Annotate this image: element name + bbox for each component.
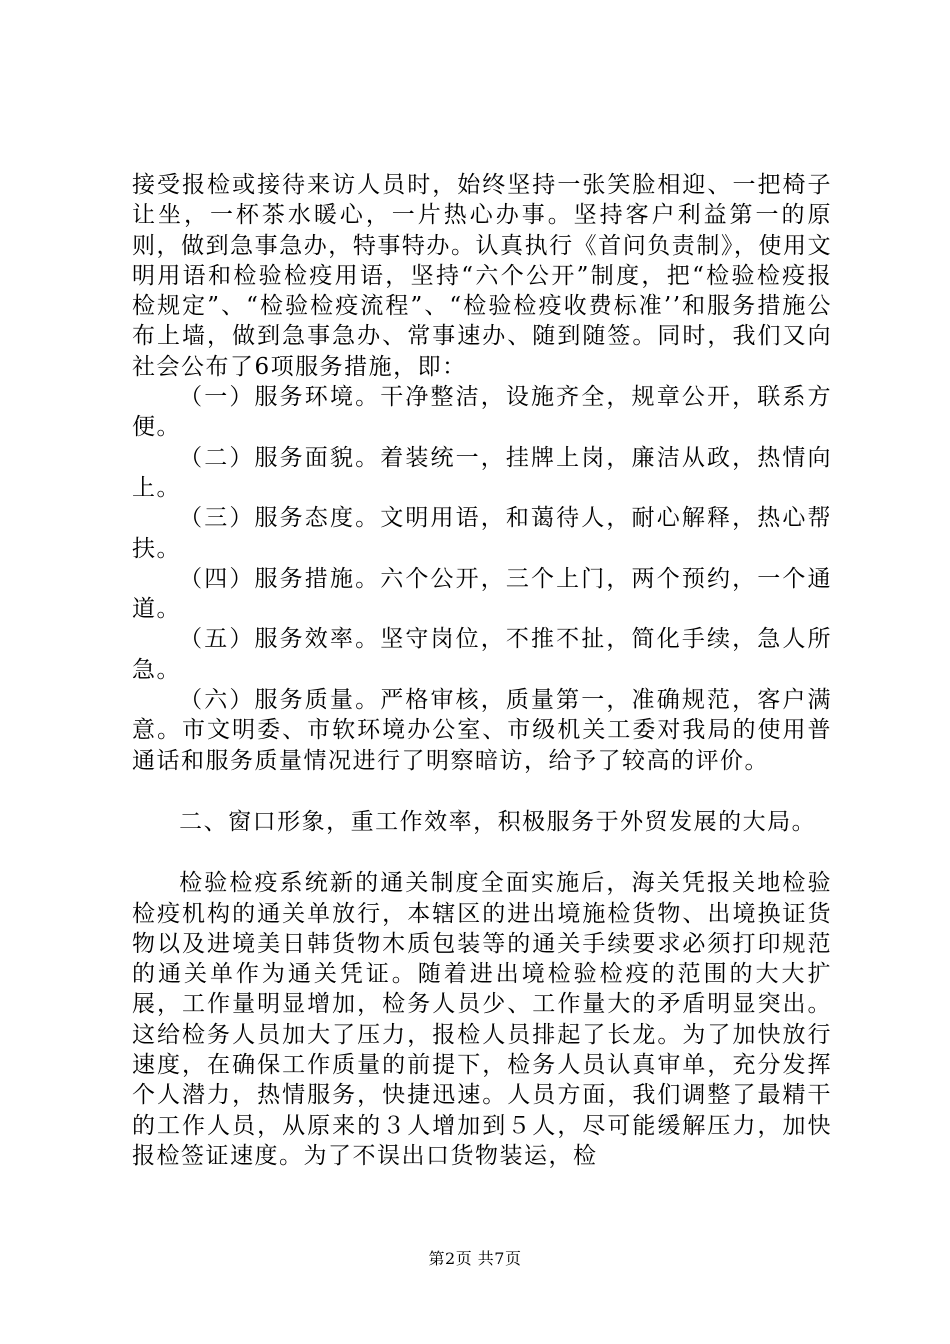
paragraph-item-6: （六）服务质量。严格审核，质量第一，准确规范，客户满意。市文明委、市软环境办公室、市级机关工委对我局的使用普通话和服务质量情况进行了明察暗访，给予了较高的评价。 [132,687,832,774]
paragraph-item-1: （一）服务环境。干净整洁，设施齐全，规章公开，联系方便。 [132,384,832,441]
paragraph-body: 检验检疫系统新的通关制度全面实施后，海关凭报关地检验检疫机构的通关单放行，本辖区的进出境施检货物、出境换证货物以及进境美日韩货物木质包装等的通关手续要求必须打印规范的通关单作为通关凭证。随着进出境检验检疫的范围的大大扩展，工作量明显增加，检务人员少、工作量大的矛盾明显突出。这给检务人员加大了压力，报检人员排起了长龙。为了加快放行速度，在确保工作质量的前提下，检务人员认真审单，充分发挥个人潜力，热情服务，快捷迅速。人员方面，我们调整了最精干的工作人员，从原来的３人增加到５人，尽可能缓解压力，加快报检签证速度。为了不误出口货物装运，检 [132,870,832,1169]
document-body [132,170,832,1171]
paragraph-item-4: （四）服务措施。六个公开，三个上门，两个预约，一个通道。 [132,565,832,623]
paragraph-intro: 接受报检或接待来访人员时，始终坚持一张笑脸相迎、一把椅子让坐，一杯茶水暖心，一片热心办事。坚持客户利益第一的原则，做到急事急办，特事特办。认真执行《首问负责制》，使用文明用语和检验检疫用语，坚持“六个公开”制度，把“检验检疫报检规定”、“检验检疫流程”、“检验检疫收费标准’’和服务措施公布上墙，做到急事急办、常事速办、随到随签。同时，我们又向社会公布了6项服务措施，即： [132,172,832,380]
paragraph-item-2: （二）服务面貌。着装统一，挂牌上岗，廉洁从政，热情向上。 [132,444,832,501]
paragraph-item-5: （五）服务效率。坚守岗位，不推不扯，简化手续，急人所急。 [132,626,832,683]
section-heading: 二、窗口形象，重工作效率，积极服务于外贸发展的大局。 [179,808,817,835]
paragraph-item-3: （三）服务态度。文明用语，和蔼待人，耐心解释，热心帮扶。 [132,505,832,562]
page-number-footer: 第2页 共7页 [428,1249,522,1268]
